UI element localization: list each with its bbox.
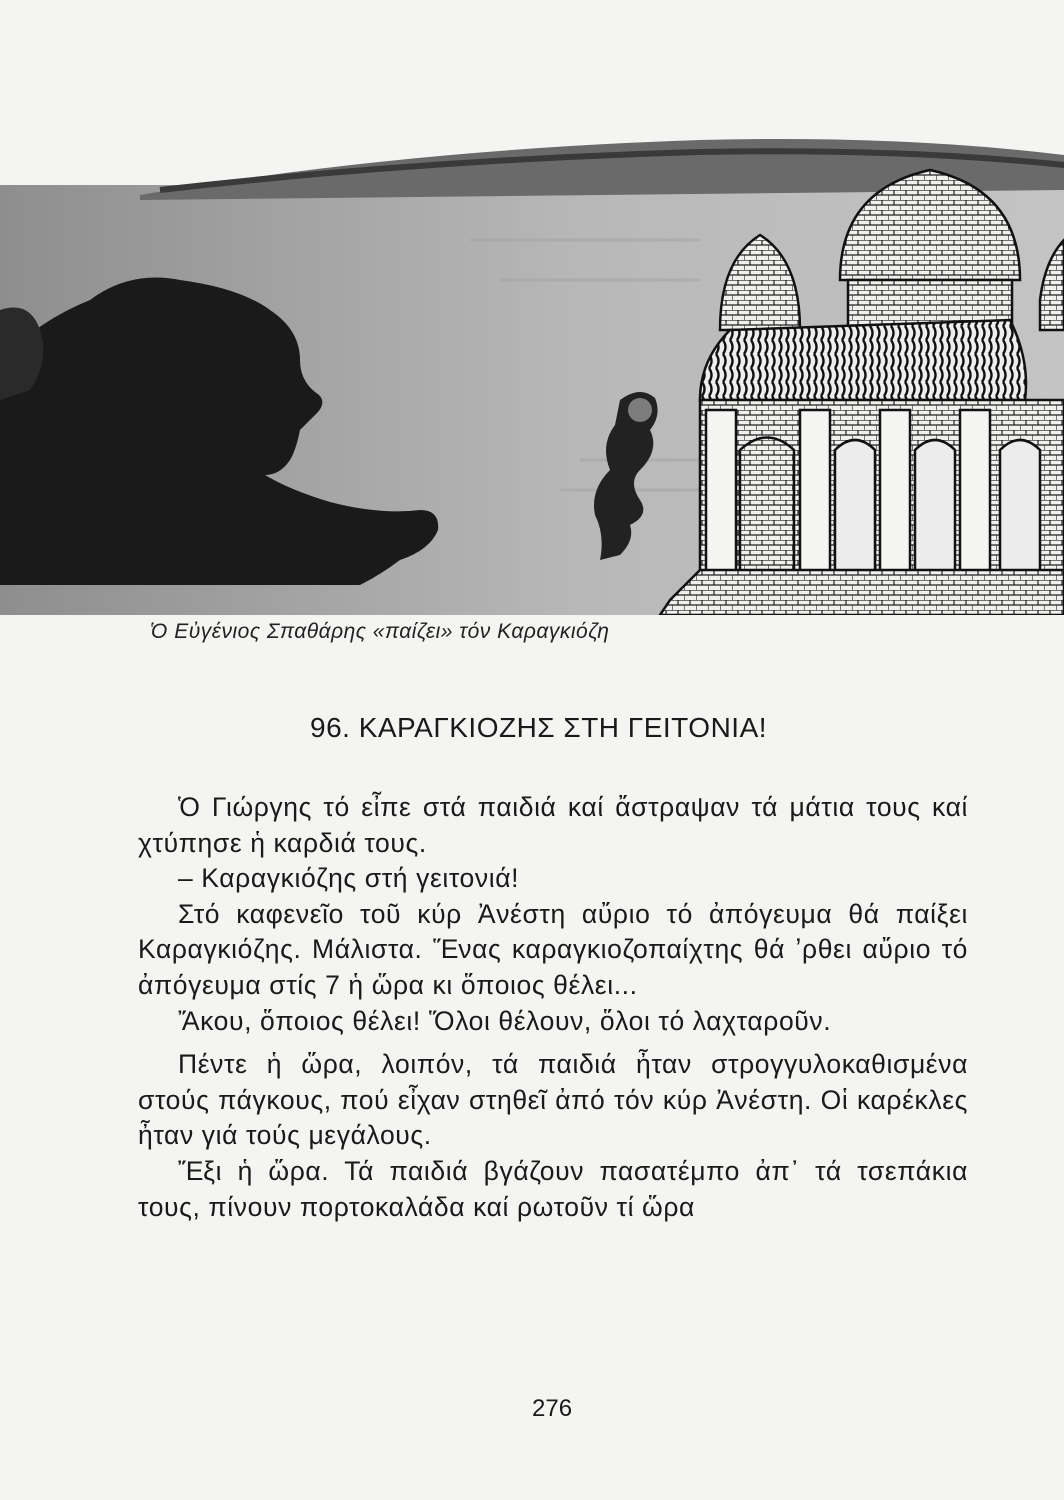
paragraph: Ὁ Γιώργης τό εἶπε στά παιδιά καί ἄστραψαν τά μάτια τους καί χτύπησε ἡ καρδιά τους. [138, 792, 968, 858]
paragraph: Στό καφενεῖο τοῦ κύρ Ἀνέστη αὔριο τό ἀπόγευμα θά παίξει Καραγκιόζης. Μάλιστα. Ἕνας καραγκιοζοπαίχτης θά ʼρθει αὔριο τό ἀπόγευμα στίς 7 ἡ ὥρα κι ὅποιος θέλει... [138, 898, 968, 1000]
chapter-title: 96. ΚΑΡΑΓΚΙΟΖΗΣ ΣΤΗ ΓΕΙΤΟΝΙΑ! [310, 712, 768, 743]
shadow-theatre-photo [0, 130, 1064, 615]
paragraph: Πέντε ἡ ὥρα, λοιπόν, τά παιδιά ἦταν στρογγυλοκαθισμένα στούς πάγκους, πού εἶχαν στηθεῖ ἀπό τόν κύρ Ἀνέστη. Οἱ καρέκλες ἦταν γιά τούς μεγάλους. [138, 1049, 968, 1151]
story-text [138, 790, 968, 1225]
paragraph: Ἔξι ἡ ὥρα. Τά παιδιά βγάζουν πασατέμπο ἀπ᾽ τά τσεπάκια τους, πίνουν πορτοκαλάδα καί ρωτοῦν τί ὥρα [138, 1155, 968, 1222]
photo-caption: Ὁ Εὐγένιος Σπαθάρης «παίζει» τόν Καραγκιόζη [150, 620, 610, 643]
paragraph: – Καραγκιόζης στή γειτονιά! [178, 863, 520, 894]
page-number: 276 [532, 1395, 573, 1422]
paragraph: Ἄκου, ὅποιος θέλει! Ὅλοι θέλουν, ὅλοι τό λαχταροῦν. [178, 1005, 832, 1036]
